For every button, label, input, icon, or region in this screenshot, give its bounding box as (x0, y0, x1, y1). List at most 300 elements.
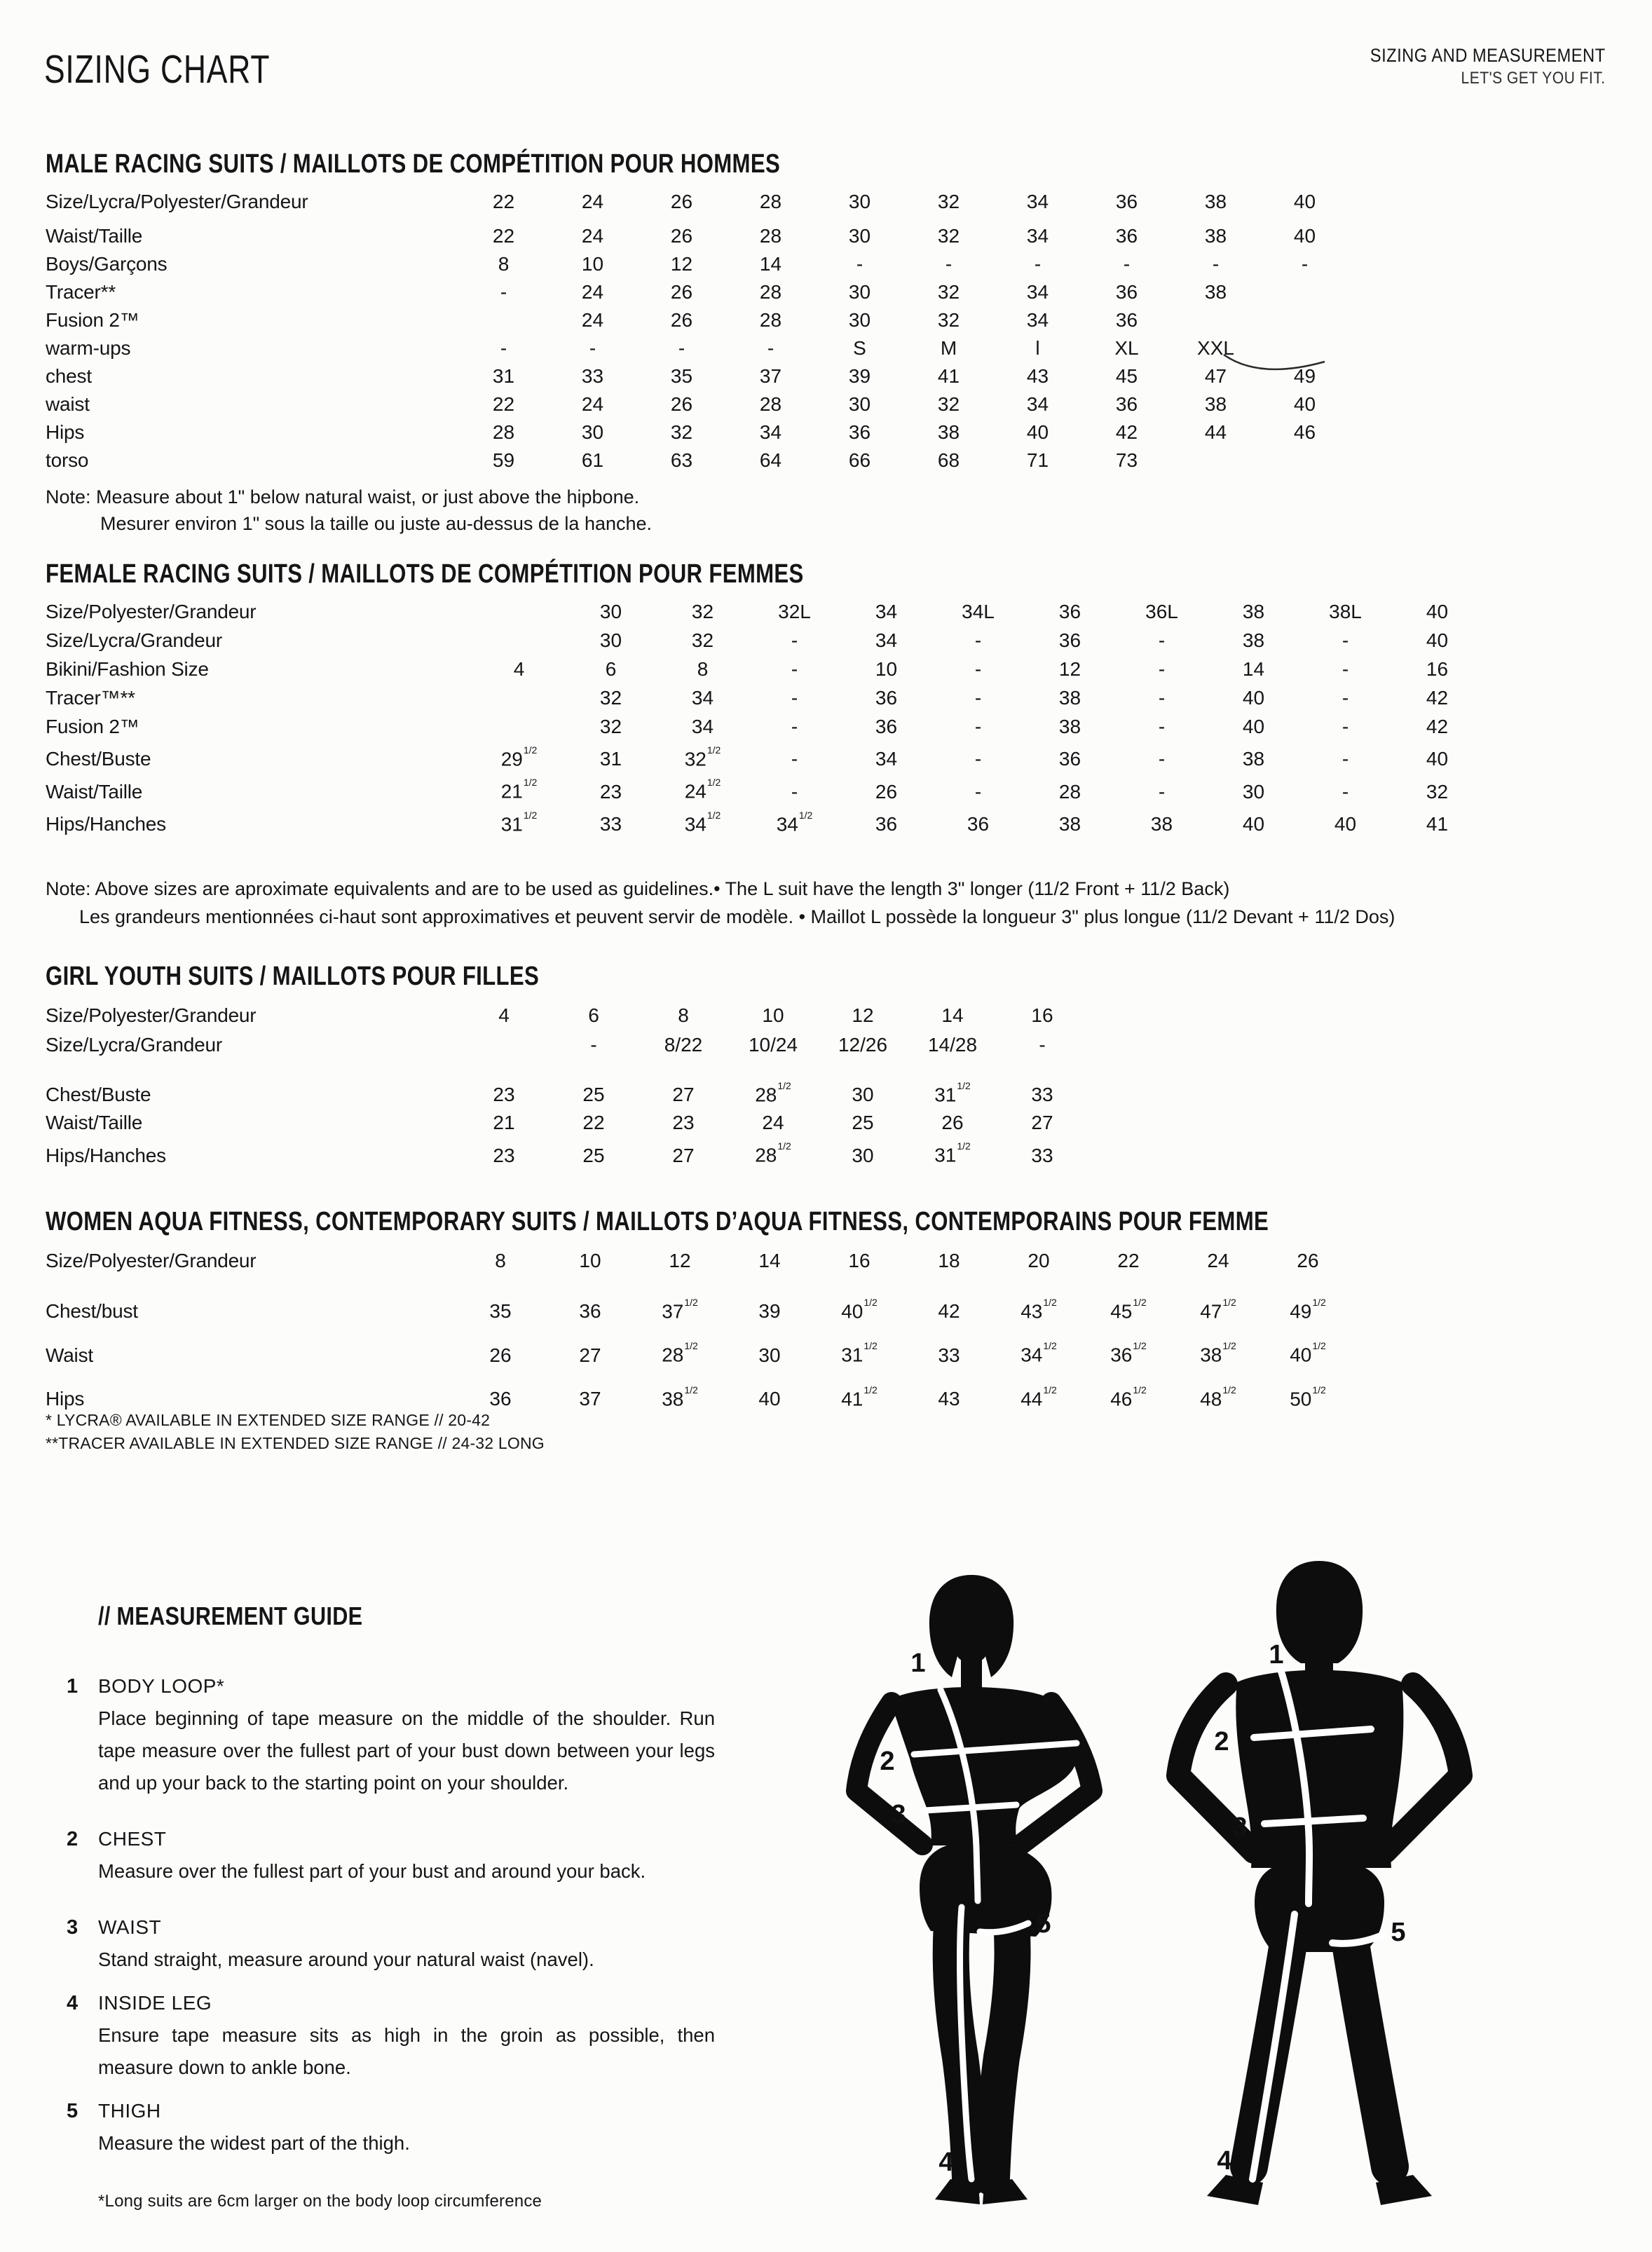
table-cell: - (791, 658, 798, 680)
table-cell: 28 (759, 191, 782, 212)
table-cell: 33 (938, 1344, 960, 1366)
table-cell: 27 (579, 1344, 601, 1366)
table-row (46, 1077, 1087, 1109)
table-cell: $29^{1/2}$ (500, 744, 538, 770)
table-cell: 73 (1115, 449, 1138, 471)
table-cell: 12 (670, 253, 693, 275)
guide-items (67, 1674, 774, 2159)
table-cell: 6 (588, 1004, 599, 1026)
table-cell: 8 (498, 253, 510, 275)
table-row (46, 773, 1483, 805)
table-cell: 26 (670, 393, 693, 415)
table-cell: - (1158, 658, 1166, 680)
table-cell: 36 (1115, 225, 1138, 247)
measurement-guide (67, 1602, 774, 2211)
guide-item-body: Ensure tape measure sits as high in the groin as possible, then measure down to ankle bone. (98, 2024, 715, 2078)
table-cell: $37^{1/2}$ (662, 1297, 698, 1323)
table-cell: 32 (691, 601, 714, 622)
row-label: Fusion 2™ (46, 309, 139, 331)
table-row (46, 390, 1349, 418)
table-cell: 33 (581, 365, 604, 387)
male-right-leg (1346, 1913, 1390, 2166)
table-cell: 33 (599, 812, 622, 835)
women-section-heading: WOMEN AQUA FITNESS, CONTEMPORARY SUITS / MAILLOTS D’AQUA FITNESS, CONTEMPORAINS POUR FEMME (46, 1207, 1269, 1236)
table-cell: 23 (493, 1084, 515, 1106)
table-cell: 21 (493, 1112, 515, 1134)
table-cell: 26 (670, 191, 693, 212)
row-label: warm-ups (46, 337, 131, 359)
table-cell: 27 (672, 1084, 695, 1106)
table-cell: - (590, 1034, 597, 1056)
table-cell: 66 (848, 449, 871, 471)
table-row (46, 597, 1483, 626)
table-cell: 38 (1204, 281, 1227, 303)
table-cell: - (1158, 687, 1166, 709)
table-cell: 34 (1026, 225, 1049, 247)
female-figure-silhouette (841, 1567, 1107, 2218)
male-torso (1236, 1670, 1403, 1868)
table-cell: $36^{1/2}$ (1110, 1340, 1147, 1366)
table-cell: 38 (1204, 393, 1227, 415)
table-cell: - (791, 687, 798, 709)
table-cell: 16 (848, 1250, 871, 1271)
guide-item (67, 1674, 774, 1799)
table-cell: - (1342, 629, 1349, 651)
table-cell: - (1158, 748, 1166, 770)
table-row (46, 418, 1349, 446)
table-cell: $31^{1/2}$ (934, 1140, 971, 1166)
row-label: Tracer** (46, 281, 116, 303)
guide-item (67, 1827, 774, 1888)
table-cell: 36 (1058, 601, 1081, 622)
table-cell: 4 (498, 1004, 510, 1026)
table-cell: 36 (1058, 748, 1081, 770)
table-cell: 27 (672, 1144, 695, 1166)
row-label: waist (46, 393, 90, 415)
row-label: Size/Lycra/Polyester/Grandeur (46, 191, 308, 212)
guide-item (67, 1991, 774, 2084)
table-cell: - (500, 281, 507, 303)
guide-item-body: Measure over the fullest part of your bust and around your back. (98, 1860, 646, 1882)
male-racing-table (46, 188, 1349, 475)
table-cell: 14 (759, 253, 782, 275)
table-cell: - (1342, 748, 1349, 770)
male-figure-silhouette (1160, 1552, 1475, 2218)
guide-item-body: Stand straight, measure around your natural waist (navel). (98, 1949, 594, 1970)
size-range-footnotes (46, 1409, 545, 1455)
table-cell: - (1342, 780, 1349, 803)
guide-heading: // MEASUREMENT GUIDE (98, 1602, 363, 1630)
table-cell: $34^{1/2}$ (1020, 1340, 1057, 1366)
table-cell: 30 (599, 601, 622, 622)
table-cell: - (1158, 629, 1166, 651)
table-cell: 31 (492, 365, 515, 387)
table-cell: 4 (513, 658, 525, 680)
table-row (46, 362, 1349, 390)
guide-item-body: Place beginning of tape measure on the middle of the shoulder. Run tape measure over the fullest part of your bust down between your legs and up your back to the starting point on your shoulder. (98, 1707, 715, 1794)
table-cell: - (1123, 253, 1131, 275)
table-cell: 30 (1242, 780, 1265, 803)
table-cell: 28 (759, 309, 782, 331)
table-cell: 36 (1115, 281, 1138, 303)
table-cell: 36 (1115, 191, 1138, 212)
table-cell: - (767, 337, 774, 359)
table-cell: 10/24 (748, 1034, 798, 1056)
table-cell: - (1158, 780, 1166, 803)
table-cell: - (500, 337, 507, 359)
figure-label-4: 4 (938, 2148, 954, 2177)
male-section-heading: MALE RACING SUITS / MAILLOTS DE COMPÉTITION POUR HOMMES (46, 149, 781, 179)
table-cell: $34^{1/2}$ (684, 809, 721, 835)
guide-item-body: Measure the widest part of the thigh. (98, 2132, 410, 2154)
table-cell: $31^{1/2}$ (934, 1080, 971, 1106)
table-cell: - (1342, 658, 1349, 680)
table-cell: 59 (492, 449, 515, 471)
table-cell: 36 (579, 1300, 601, 1323)
table-cell: 38 (1058, 716, 1081, 737)
table-cell: - (791, 629, 798, 651)
table-cell: 30 (848, 281, 871, 303)
table-cell: 34 (691, 687, 714, 709)
row-label: Tracer™** (46, 687, 135, 709)
pen-stroke (1224, 355, 1325, 369)
table-cell: - (589, 337, 596, 359)
table-cell: $46^{1/2}$ (1110, 1384, 1147, 1410)
table-cell: 45 (1115, 365, 1138, 387)
table-cell: 40 (1426, 601, 1449, 622)
figure-label-3: 3 (1232, 1813, 1248, 1842)
row-label: Hips (46, 1387, 85, 1410)
table-cell: 40 (758, 1387, 781, 1410)
table-cell: 38 (1242, 629, 1265, 651)
table-cell: 28 (1058, 780, 1081, 803)
table-cell: 36 (1115, 309, 1138, 331)
table-cell: 64 (759, 449, 782, 471)
table-cell: 43 (938, 1387, 960, 1410)
note-line: Les grandeurs mentionnées ci-haut sont approximatives et peuvent servir de modèle. • Maillot L possède la longueur 3" plus longue (11/2 Devant + 11/2 Dos) (79, 906, 1395, 927)
table-cell: 30 (848, 225, 871, 247)
table-cell: 22 (492, 393, 515, 415)
guide-item-title: THIGH (98, 2100, 161, 2122)
table-cell: 8 (697, 658, 709, 680)
table-cell: 40 (1293, 191, 1316, 212)
girl-youth-table (46, 1001, 1087, 1170)
header-subtitle: SIZING AND MEASUREMENT (1370, 45, 1606, 66)
table-cell: 41 (937, 365, 960, 387)
table-cell: 26 (670, 281, 693, 303)
table-cell: 22 (582, 1112, 605, 1134)
guide-item (67, 1916, 774, 1976)
table-cell: - (791, 716, 798, 737)
table-cell: 26 (1297, 1250, 1319, 1271)
table-cell: 33 (1031, 1144, 1053, 1166)
table-cell: 33 (1031, 1084, 1053, 1106)
table-cell: 16 (1031, 1004, 1053, 1026)
table-cell: 32 (599, 687, 622, 709)
table-cell: 8 (678, 1004, 689, 1026)
female-right-leg (992, 1902, 1013, 2178)
table-cell: XXL (1197, 337, 1234, 359)
table-cell: 34 (759, 421, 782, 443)
table-cell: 24 (762, 1112, 784, 1134)
table-cell: 30 (852, 1144, 874, 1166)
table-row (46, 306, 1349, 334)
women-aqua-table (46, 1244, 1353, 1419)
table-cell: 8 (495, 1250, 506, 1271)
guide-footnote: *Long suits are 6cm larger on the body loop circumference (98, 2192, 542, 2211)
table-cell: 32 (599, 716, 622, 737)
table-cell: 38 (1242, 748, 1265, 770)
figure-label-5: 5 (1391, 1918, 1406, 1947)
table-cell: $43^{1/2}$ (1020, 1297, 1057, 1323)
table-cell: 40 (1293, 225, 1316, 247)
table-cell: 42 (1426, 716, 1449, 737)
table-cell: $50^{1/2}$ (1290, 1384, 1326, 1410)
table-cell: 36 (1058, 629, 1081, 651)
table-cell: - (974, 687, 982, 709)
table-cell: 30 (848, 309, 871, 331)
table-cell: 25 (582, 1084, 605, 1106)
table-cell: 10 (762, 1004, 784, 1026)
table-cell: 32 (937, 281, 960, 303)
table-cell: 34 (875, 748, 898, 770)
table-cell: 30 (848, 191, 871, 212)
male-hair-head (1276, 1561, 1363, 1663)
table-cell: 44 (1204, 421, 1227, 443)
header-tagline: LET'S GET YOU FIT. (1461, 69, 1606, 88)
row-label: Size/Lycra/Grandeur (46, 629, 222, 651)
table-cell: 34 (1026, 281, 1049, 303)
table-cell: 12 (852, 1004, 874, 1026)
table-cell: 34 (1026, 309, 1049, 331)
table-row (46, 250, 1349, 278)
table-cell: $31^{1/2}$ (500, 809, 538, 835)
female-section-heading: FEMALE RACING SUITS / MAILLOTS DE COMPÉTITION POUR FEMMES (46, 559, 804, 589)
table-cell: - (791, 748, 798, 770)
table-cell: - (1301, 253, 1309, 275)
note-line: Note: Above sizes are aproximate equivalents and are to be used as guidelines.• The L suit have the length 3" longer (11/2 Front + 11/2 Back) (46, 878, 1230, 899)
guide-item-number: 1 (67, 1675, 78, 1698)
figure-label-4: 4 (1217, 2146, 1232, 2176)
note-line: Mesurer environ 1" sous la taille ou juste au-dessus de la hanche. (100, 513, 653, 534)
table-cell: 10 (581, 253, 604, 275)
table-cell: 22 (492, 191, 515, 212)
table-cell: - (974, 658, 982, 680)
table-cell: 12 (1058, 658, 1081, 680)
guide-item-title: CHEST (98, 1828, 167, 1850)
table-cell: $28^{1/2}$ (755, 1080, 791, 1106)
table-row (46, 806, 1483, 838)
table-cell: - (1039, 1034, 1046, 1056)
table-cell: 35 (489, 1300, 512, 1323)
row-label: Waist (46, 1344, 93, 1366)
row-label: Hips (46, 421, 85, 443)
table-row (46, 1001, 1087, 1030)
table-cell: l (1035, 337, 1040, 359)
table-cell: $34^{1/2}$ (776, 809, 813, 835)
table-row (46, 1244, 1353, 1278)
table-cell: 68 (937, 449, 960, 471)
table-cell: 6 (605, 658, 617, 680)
table-cell: - (856, 253, 863, 275)
table-cell: 14 (1242, 658, 1265, 680)
row-label: Size/Polyester/Grandeur (46, 1250, 257, 1271)
table-cell: 24 (581, 191, 604, 212)
row-label: Waist/Taille (46, 780, 143, 803)
table-cell: 23 (599, 780, 622, 803)
table-cell: - (974, 748, 982, 770)
table-cell: 23 (493, 1144, 515, 1166)
table-cell: - (678, 337, 685, 359)
note-line: Note: Measure about 1" below natural waist, or just above the hipbone. (46, 486, 640, 507)
row-label: torso (46, 449, 89, 471)
table-row (46, 655, 1483, 683)
table-cell: 24 (581, 281, 604, 303)
row-label: Size/Polyester/Grandeur (46, 1004, 257, 1026)
table-cell: 42 (938, 1300, 960, 1323)
table-cell: 30 (581, 421, 604, 443)
table-row (46, 741, 1483, 773)
table-cell: $21^{1/2}$ (500, 777, 538, 803)
table-cell: 8/22 (664, 1034, 703, 1056)
table-cell: 36 (875, 687, 898, 709)
figure-label-5: 5 (1036, 1909, 1051, 1939)
table-cell: 36 (489, 1387, 512, 1410)
table-row (46, 188, 1349, 216)
table-cell: 35 (670, 365, 693, 387)
table-cell: $28^{1/2}$ (662, 1340, 698, 1366)
lycra-footnote: * LYCRA® AVAILABLE IN EXTENDED SIZE RANGE // 20-42 (46, 1411, 491, 1429)
table-cell: 38L (1329, 601, 1362, 622)
table-cell: 36 (875, 716, 898, 737)
table-cell: 47 (1204, 365, 1227, 387)
table-cell: 32 (670, 421, 693, 443)
male-table-note (46, 484, 652, 537)
table-cell: 18 (938, 1250, 960, 1271)
table-row (46, 222, 1349, 250)
guide-item-number: 3 (67, 1916, 78, 1939)
table-cell: 24 (581, 393, 604, 415)
table-cell: 38 (937, 421, 960, 443)
table-cell: $32^{1/2}$ (684, 744, 721, 770)
table-cell: $38^{1/2}$ (1200, 1340, 1236, 1366)
figure-label-2: 2 (1214, 1727, 1229, 1756)
figure-label-1: 1 (1269, 1640, 1284, 1670)
row-label: Boys/Garçons (46, 253, 168, 275)
table-cell: - (974, 780, 982, 803)
table-cell: 34L (962, 601, 995, 622)
table-cell: 32 (937, 191, 960, 212)
table-row (46, 278, 1349, 306)
table-cell: 40 (1242, 687, 1265, 709)
table-cell: 32 (1426, 780, 1449, 803)
table-row (46, 1137, 1087, 1169)
table-cell: 20 (1028, 1250, 1050, 1271)
table-cell: 34 (1026, 393, 1049, 415)
table-cell: 42 (1115, 421, 1138, 443)
table-cell: 36 (875, 812, 898, 835)
table-cell: 71 (1026, 449, 1049, 471)
table-cell: 36 (967, 812, 990, 835)
table-cell: $31^{1/2}$ (841, 1340, 878, 1366)
table-cell: 14/28 (927, 1034, 978, 1056)
page-title: SIZING CHART (44, 47, 271, 92)
girl-section-heading: GIRL YOUTH SUITS / MAILLOTS POUR FILLES (46, 962, 540, 991)
table-cell: - (1158, 716, 1166, 737)
female-racing-table (46, 597, 1483, 838)
row-label: Chest/bust (46, 1300, 138, 1323)
row-label: Size/Lycra/Grandeur (46, 1034, 222, 1056)
table-cell: 27 (1031, 1112, 1053, 1134)
table-cell: 39 (758, 1300, 781, 1323)
table-cell: 32 (937, 225, 960, 247)
table-cell: 30 (599, 629, 622, 651)
table-cell: $40^{1/2}$ (1290, 1340, 1326, 1366)
table-cell: 46 (1293, 421, 1316, 443)
table-cell: $48^{1/2}$ (1200, 1384, 1236, 1410)
table-row (46, 446, 1349, 475)
table-cell: 38 (1150, 812, 1173, 835)
table-cell: 32 (937, 393, 960, 415)
table-cell: 38 (1242, 601, 1265, 622)
table-cell: 42 (1426, 687, 1449, 709)
table-cell: 31 (599, 748, 622, 770)
table-cell: 26 (875, 780, 898, 803)
table-cell: 36L (1145, 601, 1178, 622)
row-label: Chest/Buste (46, 748, 151, 770)
table-cell: 40 (1242, 716, 1265, 737)
table-cell: 25 (582, 1144, 605, 1166)
table-cell: 38 (1058, 687, 1081, 709)
figure-label-2: 2 (880, 1747, 895, 1776)
table-cell: 23 (672, 1112, 695, 1134)
table-row (46, 1331, 1353, 1374)
table-cell: 63 (670, 449, 693, 471)
table-row (46, 1109, 1087, 1137)
table-row (46, 712, 1483, 741)
figure-label-1: 1 (910, 1649, 926, 1678)
table-row (46, 1288, 1353, 1331)
table-cell: 24 (1207, 1250, 1229, 1271)
guide-item-title: BODY LOOP* (98, 1675, 225, 1697)
table-cell: - (1342, 716, 1349, 737)
table-cell: 24 (581, 225, 604, 247)
table-cell: 28 (759, 393, 782, 415)
table-cell: 28 (492, 421, 515, 443)
table-cell: 14 (758, 1250, 781, 1271)
table-cell: 40 (1293, 393, 1316, 415)
table-cell: 40 (1426, 748, 1449, 770)
table-cell: - (1342, 687, 1349, 709)
table-cell: 30 (758, 1344, 781, 1366)
table-cell: $49^{1/2}$ (1290, 1297, 1326, 1323)
table-row (46, 683, 1483, 712)
guide-item (67, 2099, 774, 2159)
table-cell: - (974, 629, 982, 651)
guide-item-number: 4 (67, 1992, 78, 2014)
table-cell: - (1034, 253, 1042, 275)
guide-item-number: 5 (67, 2100, 78, 2122)
tracer-footnote: **TRACER AVAILABLE IN EXTENDED SIZE RANGE // 24-32 LONG (46, 1434, 545, 1452)
table-cell: - (974, 716, 982, 737)
table-row (46, 1030, 1087, 1060)
table-cell: 40 (1242, 812, 1265, 835)
table-cell: 22 (492, 225, 515, 247)
table-cell: 41 (1426, 812, 1449, 835)
table-cell: $45^{1/2}$ (1110, 1297, 1147, 1323)
table-cell: 61 (581, 449, 604, 471)
row-label: Waist/Taille (46, 225, 143, 247)
